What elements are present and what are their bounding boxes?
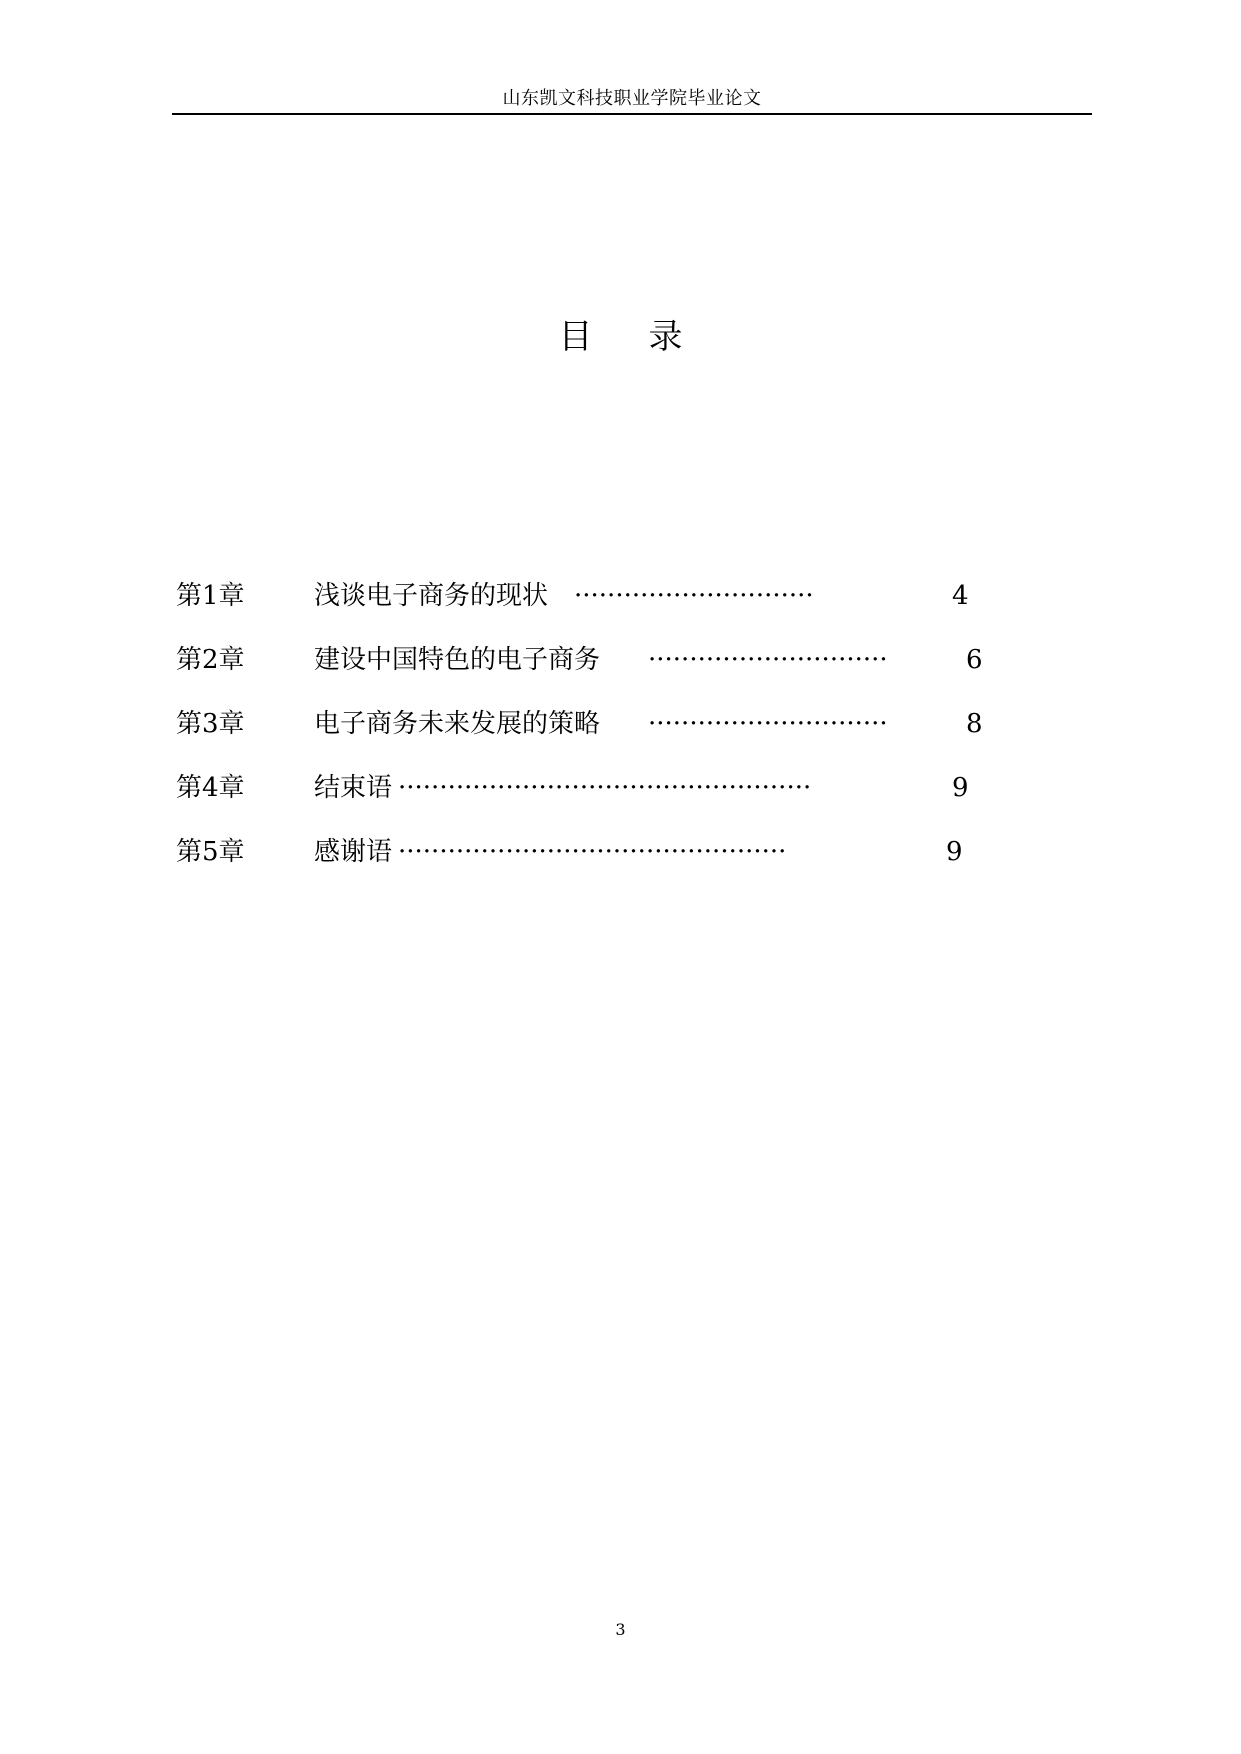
toc-chapter-number: 第4章 — [176, 773, 245, 803]
toc-title-char-2: 录 — [648, 317, 683, 357]
toc-entry-title: 电子商务未来发展的策略 — [314, 709, 601, 739]
toc-page-number: 8 — [966, 709, 983, 739]
page-number-footer: 3 — [615, 1620, 626, 1639]
toc-chapter-number: 第1章 — [176, 581, 245, 611]
toc-chapter-number: 第5章 — [176, 837, 245, 867]
toc-entry-title: 建设中国特色的电子商务 — [314, 645, 601, 675]
toc-page-number: 9 — [952, 773, 969, 803]
toc-page-number: 9 — [946, 837, 963, 867]
toc-leader-dots: ····························· — [648, 709, 888, 739]
header-rule — [172, 113, 1092, 115]
toc-page-number: 6 — [966, 645, 983, 675]
toc-entry-title: 浅谈电子商务的现状 — [314, 581, 549, 611]
toc-leader-dots: ····························· — [574, 581, 814, 611]
toc-title — [0, 312, 1241, 362]
toc-page-number: 4 — [952, 581, 969, 611]
toc-chapter-number: 第2章 — [176, 645, 245, 675]
toc-entry-title: 结束语 — [314, 773, 393, 803]
page-header: 山东凯文科技职业学院毕业论文 — [502, 88, 762, 109]
toc-entry-title: 感谢语 — [314, 837, 393, 867]
toc-chapter-number: 第3章 — [176, 709, 245, 739]
toc-leader-dots: ····························· — [648, 645, 888, 675]
toc-leader-dots: ·················································· — [398, 773, 812, 803]
toc-title-char-1: 目 — [558, 317, 593, 357]
toc-leader-dots: ··············································· — [398, 837, 787, 867]
